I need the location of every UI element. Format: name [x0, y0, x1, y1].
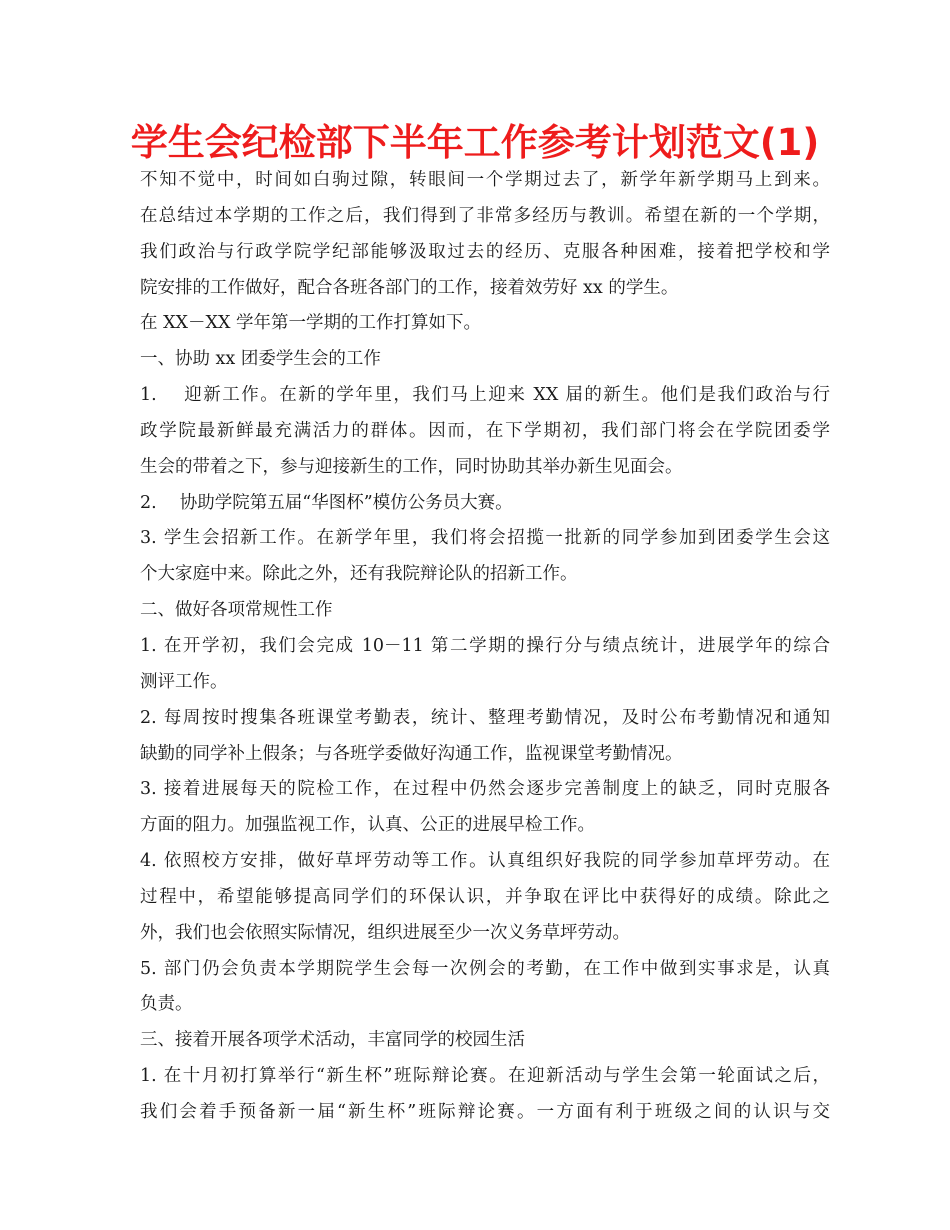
body-line: 缺勤的同学补上假条；与各班学委做好沟通工作，监视课堂考勤情况。 [140, 743, 683, 764]
body-line: 我们会着手预备新一届“新生杯”班际辩论赛。一方面有利于班级之间的认识与交 [140, 1101, 830, 1122]
body-line: 1. 在十月初打算举行“新生杯”班际辩论赛。在迎新活动与学生会第一轮面试之后， [140, 1066, 830, 1087]
body-line: 一、协助 xx 团委学生会的工作 [140, 349, 381, 370]
body-line: 2. 每周按时搜集各班课堂考勤表，统计、整理考勤情况，及时公布考勤情况和通知 [140, 707, 830, 728]
body-line: 3. 接着进展每天的院检工作，在过程中仍然会逐步完善制度上的缺乏，同时克服各 [140, 779, 830, 800]
body-line: 政学院最新鲜最充满活力的群体。因而，在下学期初，我们部门将会在学院团委学 [140, 420, 830, 441]
body-line: 我们政治与行政学院学纪部能够汲取过去的经历、克服各种困难，接着把学校和学 [140, 241, 830, 262]
body-line: 个大家庭中来。除此之外，还有我院辩论队的招新工作。 [140, 564, 578, 585]
body-line: 在总结过本学期的工作之后，我们得到了非常多经历与教训。希望在新的一个学期， [140, 205, 830, 226]
body-line: 5. 部门仍会负责本学期院学生会每一次例会的考勤，在工作中做到实事求是，认真 [140, 958, 830, 979]
body-line: 过程中，希望能够提高同学们的环保认识，并争取在评比中获得好的成绩。除此之 [140, 886, 830, 907]
body-line: 4. 依照校方安排，做好草坪劳动等工作。认真组织好我院的同学参加草坪劳动。在 [140, 851, 830, 872]
body-line: 二、做好各项常规性工作 [140, 600, 333, 621]
body-line: 在 XX－XX 学年第一学期的工作打算如下。 [140, 313, 481, 334]
body-line: 2. 协助学院第五届“华图杯”模仿公务员大赛。 [140, 492, 513, 513]
body-line: 外，我们也会依照实际情况，组织进展至少一次义务草坪劳动。 [140, 922, 630, 943]
body-line: 测评工作。 [140, 671, 228, 692]
body-line: 负责。 [140, 994, 193, 1015]
document-title: 学生会纪检部下半年工作参考计划范文(1) [130, 121, 820, 164]
document-body [140, 163, 830, 1131]
body-line: 三、接着开展各项学术活动，丰富同学的校园生活 [140, 1030, 525, 1051]
body-line: 3. 学生会招新工作。在新学年里，我们将会招揽一批新的同学参加到团委学生会这 [140, 528, 830, 549]
body-line: 1. 迎新工作。在新的学年里，我们马上迎来 XX 届的新生。他们是我们政治与行 [140, 385, 830, 406]
body-line: 生会的带着之下，参与迎接新生的工作，同时协助其举办新生见面会。 [140, 456, 683, 477]
body-line: 不知不觉中，时间如白驹过隙，转眼间一个学期过去了，新学年新学期马上到来。 [140, 170, 830, 190]
body-line: 院安排的工作做好，配合各班各部门的工作，接着效劳好 xx 的学生。 [140, 277, 679, 298]
body-line: 1. 在开学初，我们会完成 10－11 第二学期的操行分与绩点统计，进展学年的综合 [140, 635, 830, 656]
body-line: 方面的阻力。加强监视工作，认真、公正的进展早检工作。 [140, 815, 595, 836]
